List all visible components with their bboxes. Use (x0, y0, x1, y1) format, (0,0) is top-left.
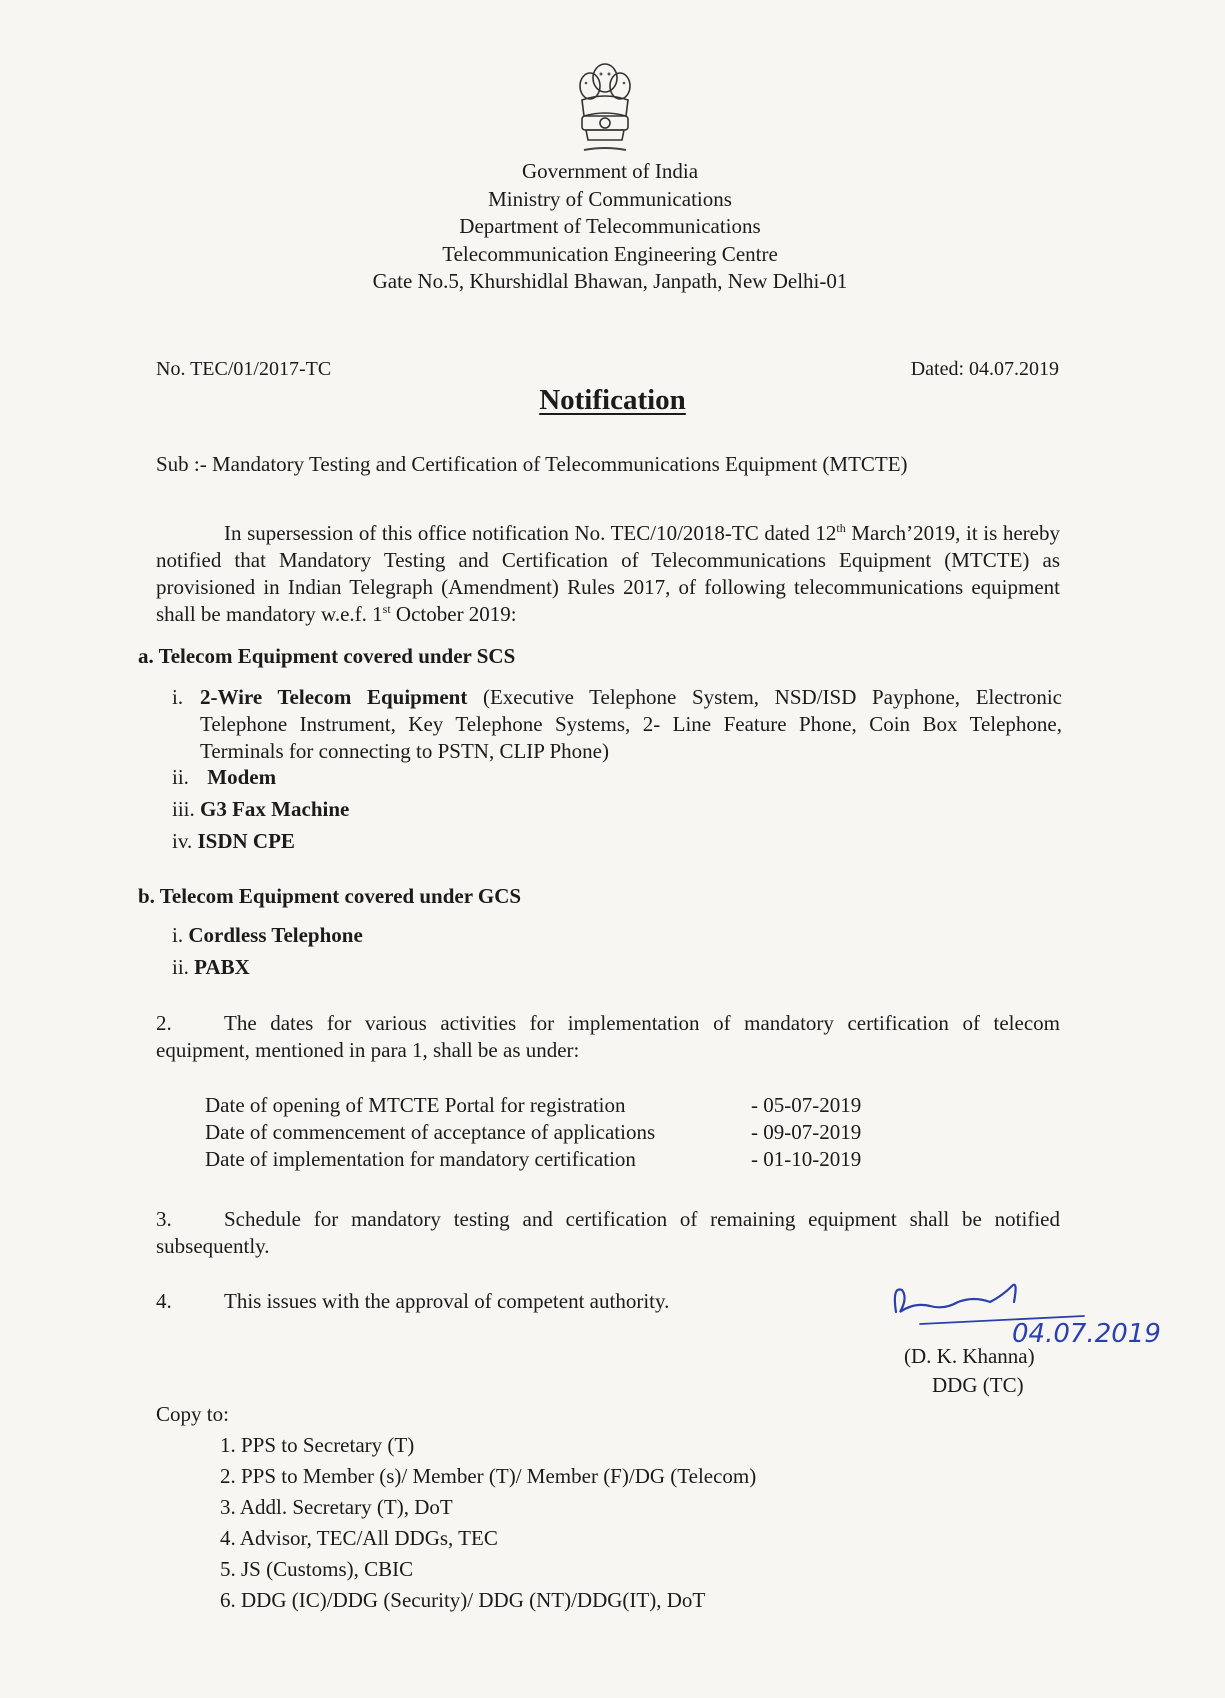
section-b-item: ii. PABX (172, 955, 250, 979)
header-line-government: Government of India (521, 159, 699, 183)
para1-text-b: March’2019, it is hereby notified that Mandatory Testing and Certification of Telecommunications Equipment (MTCTE) as provisioned in Indian Telegraph (Amendment) Rules 2017, of following telecommunications equipment shall be mandatory w.e.f. 1 (156, 521, 1060, 626)
item-name: Modem (207, 765, 277, 789)
section-a-item: ii. Modem (172, 765, 277, 789)
section-b-heading: b. Telecom Equipment covered under GCS (138, 884, 522, 908)
para1-text-a: In supersession of this office notification No. TEC/10/2018-TC dated 12 (224, 521, 837, 545)
section-b-item: i. Cordless Telephone (172, 923, 363, 947)
para1-sup-b: st (382, 602, 391, 616)
header-line-ministry: Ministry of Communications (488, 186, 732, 211)
section-a-item: iii. G3 Fax Machine (172, 797, 350, 821)
letterhead (300, 158, 920, 296)
signatory-name: (D. K. Khanna) (904, 1344, 1035, 1368)
item-detail: (Executive Telephone System, NSD/ISD Payphone, Electronic Telephone Instrument, Key Telephone Systems, 2- Line Feature Phone, Coin Box Telephone, Terminals for connecting to PSTN, CLIP Phone) (200, 685, 1062, 763)
list-item: 6. DDG (IC)/DDG (Security)/ DDG (NT)/DDG(IT), DoT (220, 1588, 706, 1612)
para1-sup-a: th (836, 521, 846, 535)
handwritten-signature (884, 1272, 1184, 1344)
paragraph-2: 2. The dates for various activities for implementation of mandatory certification of telecom equipment, mentioned in para 1, shall be as under: (156, 1011, 1060, 1062)
list-item: 2. PPS to Member (s)/ Member (T)/ Member (F)/DG (Telecom) (220, 1464, 757, 1488)
list-item: 3. Addl. Secretary (T), DoT (220, 1495, 453, 1519)
list-item: 1. PPS to Secretary (T) (220, 1433, 415, 1457)
header-line-department: Department of Telecommunications (459, 214, 761, 238)
list-item: 5. JS (Customs), CBIC (220, 1557, 414, 1581)
list-item: 4. Advisor, TEC/All DDGs, TEC (220, 1526, 498, 1550)
dates-row: Date of implementation for mandatory certification - 01-10-2019 (205, 1147, 862, 1171)
paragraph-4: 4. This issues with the approval of competent authority. (156, 1289, 670, 1313)
header-line-address: Gate No.5, Khurshidlal Bhawan, Janpath, New Delhi-01 (372, 269, 848, 293)
para1-text-c: October 2019: (390, 602, 517, 626)
section-a-heading: a. Telecom Equipment covered under SCS (138, 644, 516, 668)
copy-to-heading: Copy to: (156, 1402, 229, 1426)
dates-row: Date of opening of MTCTE Portal for registration - 05-07-2019 (205, 1093, 862, 1117)
item-name: ISDN CPE (197, 829, 295, 853)
item-name: 2-Wire Telecom Equipment (200, 685, 468, 709)
item-name: PABX (194, 955, 250, 979)
copy-to-list (220, 1430, 756, 1616)
handwritten-date: 04.07.2019 (1012, 1319, 1161, 1344)
header-line-centre: Telecommunication Engineering Centre (442, 241, 778, 266)
section-a-item: iv. ISDN CPE (172, 829, 295, 853)
reference-number: No. TEC/01/2017-TC (156, 358, 332, 380)
national-emblem-icon (572, 56, 638, 166)
page-title: Notification (539, 384, 686, 416)
para3-text: Schedule for mandatory testing and certification of remaining equipment shall be notified subsequently. (156, 1207, 1060, 1258)
paragraph-1 (156, 520, 1060, 628)
subject-line: Sub :- Mandatory Testing and Certification of Telecommunications Equipment (MTCTE) (156, 452, 908, 476)
reference-date: Dated: 04.07.2019 (910, 358, 1059, 380)
dates-table (205, 1092, 891, 1173)
dates-row: Date of commencement of acceptance of applications - 09-07-2019 (205, 1120, 862, 1144)
para4-text: This issues with the approval of competent authority. (224, 1289, 670, 1313)
para2-text: The dates for various activities for implementation of mandatory certification of telecom equipment, mentioned in para 1, shall be as under: (156, 1011, 1060, 1062)
item-name: G3 Fax Machine (200, 797, 350, 821)
paragraph-3: 3. Schedule for mandatory testing and certification of remaining equipment shall be notified subsequently. (156, 1207, 1060, 1258)
signatory-designation: DDG (TC) (932, 1373, 1024, 1397)
item-name: Cordless Telephone (188, 923, 363, 947)
section-a-item: i. 2-Wire Telecom Equipment (Executive Telephone System, NSD/ISD Payphone, Electronic Telephone Instrument, Key Telephone Systems, 2- Line Feature Phone, Coin Box Telephone, Terminals for connecting to PSTN, CLIP Phone) (172, 685, 1062, 763)
